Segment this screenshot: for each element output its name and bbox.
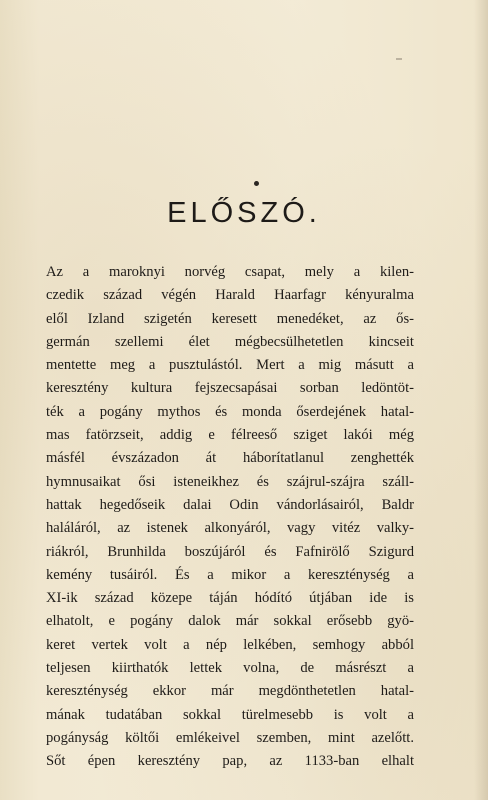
paragraph-line: hattak hegedőseik dalai Odin vándorlásairól, Baldr	[46, 496, 414, 513]
paragraph-line: teljesen kiirthatók lettek volna, de másrészt a	[46, 660, 414, 677]
paragraph-line: XI-ik század közepe táján hódító útjában ide is	[46, 590, 414, 607]
paragraph-line: másfél évszázadon át háborítatlanul zenghették	[46, 450, 414, 467]
paragraph-line: Az a maroknyi norvég csapat, mely a kilen-	[46, 264, 414, 280]
paragraph-line: elhatolt, e pogány dalok már sokkal erősebb gyö-	[46, 613, 414, 630]
chapter-heading: ELŐSZÓ.	[167, 197, 321, 229]
paragraph-line: mának tudatában sokkal türelmesebb is volt a	[46, 706, 414, 723]
page-edge-shadow	[474, 0, 488, 800]
paragraph-line: keret vertek volt a nép lelkében, semhogy abból	[46, 636, 414, 653]
paragraph-line: pogányság költői emlékeivel szemben, mint azelőtt.	[46, 729, 414, 746]
paragraph-line: czedik század végén Harald Haarfagr kényuralma	[46, 287, 414, 304]
paragraph-line: hymnusaikat ősi isteneikhez és szájrul-szájra száll-	[46, 473, 414, 490]
paragraph-line: germán szellemi élet mégbecsülhetetlen kincseit	[46, 333, 414, 350]
paragraph-line: elől Izland szigetén keresett menedéket, az ős-	[46, 310, 414, 327]
ink-speck	[396, 58, 402, 60]
paragraph-line: keresztény kultura fejszecsapásai sorban ledöntöt-	[46, 380, 414, 397]
ornament-dot	[254, 181, 259, 186]
paragraph-line: Sőt épen keresztény pap, az 1133-ban elhalt	[46, 753, 414, 770]
paragraph-line: haláláról, az istenek alkonyáról, vagy vitéz valky-	[46, 520, 414, 537]
paragraph-line: mas fatörzseit, addig e félreeső sziget lakói még	[46, 427, 414, 444]
paragraph-line: mentette meg a pusztulástól. Mert a mig másutt a	[46, 357, 414, 374]
paragraph-line: kemény tusáiról. És a mikor a kereszténység a	[46, 566, 414, 583]
paragraph-line: riákról, Brunhilda boszújáról és Fafnirölő Szigurd	[46, 543, 414, 560]
paragraph-line: kereszténység ekkor már megdönthetetlen hatal-	[46, 683, 414, 700]
preface-paragraph	[46, 261, 414, 774]
paragraph-line: ték a pogány mythos és monda őserdejének hatal-	[46, 403, 414, 420]
